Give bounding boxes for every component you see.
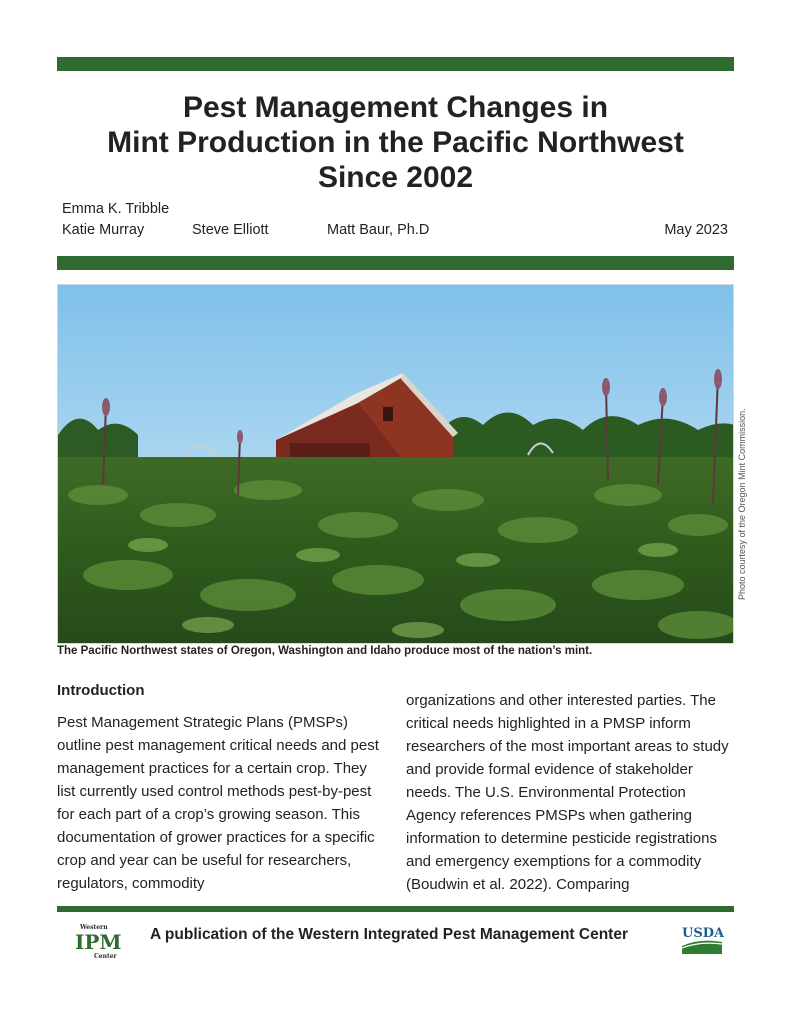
intro-heading: Introduction <box>57 682 145 699</box>
svg-text:Center: Center <box>94 953 117 960</box>
author-elliott: Steve Elliott <box>192 222 269 238</box>
author-murray: Katie Murray <box>62 222 145 238</box>
usda-logo <box>680 924 724 958</box>
publication-date: May 2023 <box>664 222 728 238</box>
photo-credit: Photo courtesy of the Oregon Mint Commission. <box>737 408 747 600</box>
western-ipm-center-logo <box>72 922 128 962</box>
intro-right-column <box>406 689 736 896</box>
photo-caption: The Pacific Northwest states of Oregon, Washington and Idaho produce most of the nation’s mint. <box>57 645 593 657</box>
mint-field-barn-photo <box>58 285 734 644</box>
svg-text:Western: Western <box>80 924 108 931</box>
intro-paragraph-right: organizations and other interested parties. The critical needs highlighted in a PMSP inform researchers of the most important areas to study and provide formal evidence of stakeholder needs. The U.S. Environmental Protection Agency references PMSPs when gathering information to determine pesticide registrations and emergency exemptions for a commodity (Boudwin et al. 2022). Comparing <box>406 692 729 893</box>
footer-rule <box>57 906 734 912</box>
document-title <box>57 90 734 195</box>
author-baur: Matt Baur, Ph.D <box>327 222 430 238</box>
top-rule <box>57 57 734 71</box>
publication-statement: A publication of the Western Integrated Pest Management Center <box>150 926 628 943</box>
usda-logo-icon <box>680 924 724 958</box>
cover-photo <box>57 284 734 644</box>
title-line-1: Pest Management Changes in <box>182 91 609 124</box>
title-line-3: Since 2002 <box>317 161 474 194</box>
mid-rule <box>57 256 734 270</box>
svg-text:USDA: USDA <box>682 926 724 941</box>
author-tribble: Emma K. Tribble <box>62 201 170 217</box>
svg-text:IPM: IPM <box>75 930 122 954</box>
ipm-logo-icon <box>72 922 128 962</box>
intro-paragraph-left: Pest Management Strategic Plans (PMSPs) outline pest management critical needs and pest management practices for a certain crop. They list currently used control methods pest-by-pest for each part of a crop’s growing season. This documentation of grower practices for a specific crop and year can be useful for researchers, regulators, commodity <box>57 714 379 892</box>
author-block <box>62 201 728 243</box>
intro-left-column <box>57 680 387 895</box>
title-line-2: Mint Production in the Pacific Northwest <box>107 126 684 159</box>
